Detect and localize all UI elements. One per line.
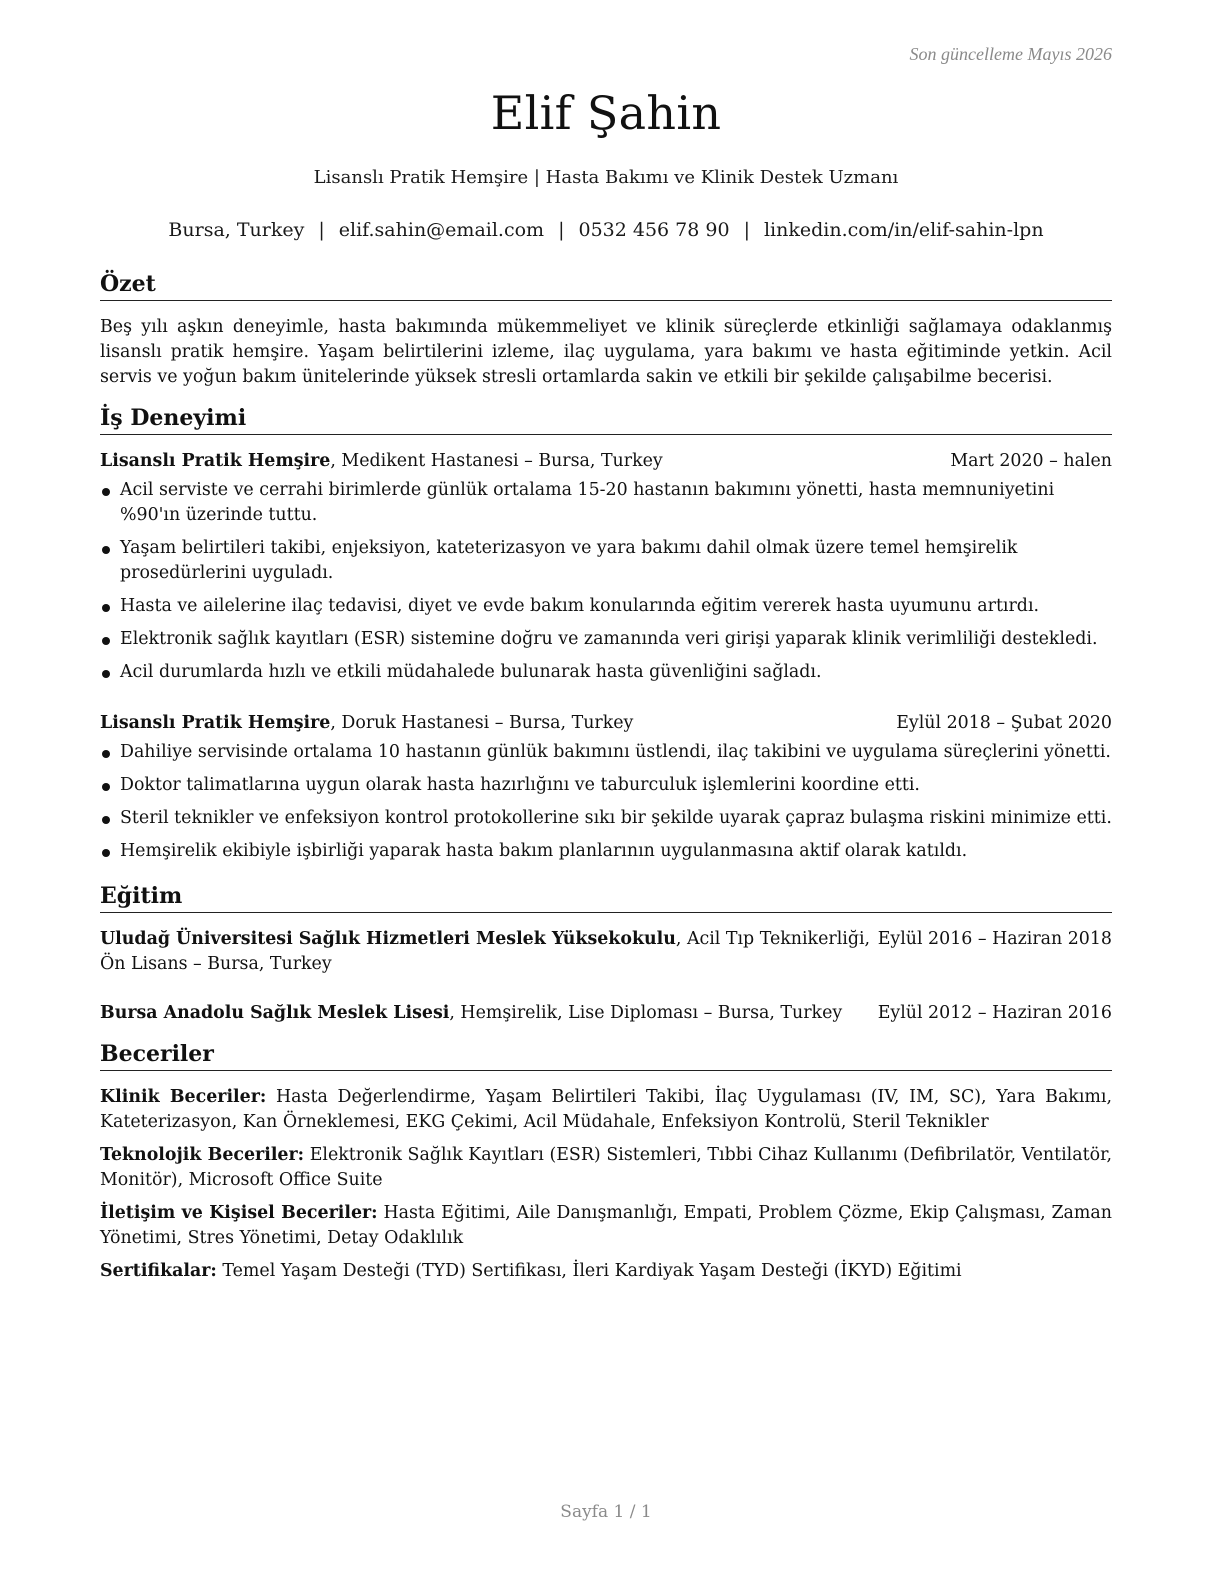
education-school-detail [100,927,878,977]
summary-section [100,270,1112,390]
last-updated: Son güncelleme Mayıs 2026 [909,44,1112,64]
skill-group [100,1201,1112,1251]
list-item [100,773,1112,798]
education-detail: , Hemşirelik, Lise Diploması – Bursa, Turkey [449,1003,843,1023]
bullet-icon [102,849,110,857]
education-school: Uludağ Üniversitesi Sağlık Hizmetleri Meslek Yüksekokulu [100,929,676,949]
job-bullets [100,740,1112,864]
skill-label: Sertifikalar: [100,1261,217,1281]
job-header [100,711,1112,736]
contact-email[interactable]: elif.sahin@email.com [338,219,545,241]
contact-separator: | [743,219,750,241]
job-org: , Medikent Hastanesi – Bursa, Turkey [330,451,663,471]
bullet-text: Hemşirelik ekibiyle işbirliği yaparak hasta bakım planlarının uygulanmasına aktif olarak katıldı. [120,841,968,861]
list-item [100,806,1112,831]
skill-text: Hasta Eğitimi, Aile Danışmanlığı, Empati, Problem Çözme, Ekip Çalışması, Zaman Yönetimi, Stres Yönetimi, Detay Odaklılık [100,1203,1112,1248]
contact-separator: | [318,219,325,241]
experience-section [100,404,1112,872]
bullet-text: Elektronik sağlık kayıtları (ESR) sistemine doğru ve zamanında veri girişi yaparak klinik verimliliği destekledi. [120,629,1098,649]
summary-text: Beş yılı aşkın deneyimle, hasta bakımında mükemmeliyet ve klinik süreçlerde etkinliği sağlamaya odaklanmış lisanslı pratik hemşire. Yaşam belirtilerini izleme, ilaç uygulama, yara bakımı ve hasta eğitiminde yetkin. Acil servis ve yoğun bakım ünitelerinde yüksek stresli ortamlarda sakin ve etkili bir şekilde çalışabilme becerisi. [100,317,1112,387]
education-dates: Eylül 2016 – Haziran 2018 [877,929,1112,949]
job-role: Lisanslı Pratik Hemşire [100,451,331,471]
job-entry [100,711,1112,864]
bullet-text: Hasta ve ailelerine ilaç tedavisi, diyet ve evde bakım konularında eğitim vererek hasta uyumunu artırdı. [120,596,1040,616]
contact-phone: 0532 456 78 90 [578,219,730,241]
list-item [100,478,1112,528]
bullet-icon [102,750,110,758]
section-title-experience: İş Deneyimi [100,404,1112,435]
bullet-icon [102,783,110,791]
bullet-text: Steril teknikler ve enfeksiyon kontrol protokollerine sıkı bir şekilde uyarak çapraz bulaşma riskini minimize etti. [120,808,1112,828]
skill-label: Klinik Beceriler: [100,1087,267,1107]
education-school: Bursa Anadolu Sağlık Meslek Lisesi [100,1003,450,1023]
list-item [100,740,1112,765]
section-title-summary: Özet [100,270,1112,301]
skill-group [100,1259,1112,1284]
page-number: Sayfa 1 / 1 [560,1502,652,1522]
skill-text: Elektronik Sağlık Kayıtları (ESR) Sistemleri, Tıbbi Cihaz Kullanımı (Defibrilatör, Ventilatör, Monitör), Microsoft Office Suite [100,1145,1112,1190]
bullet-text: Acil durumlarda hızlı ve etkili müdahalede bulunarak hasta güvenliğini sağladı. [120,662,822,682]
education-entry [100,927,1112,977]
job-bullets [100,478,1112,685]
skill-text: Temel Yaşam Desteği (TYD) Sertifikası, İleri Kardiyak Yaşam Desteği (İKYD) Eğitimi [216,1261,962,1281]
education-school-detail [100,1001,878,1026]
contact-separator: | [558,219,565,241]
resume-page [100,0,1112,1584]
contact-line [100,219,1112,241]
headline: Lisanslı Pratik Hemşire | Hasta Bakımı ve Klinik Destek Uzmanı [313,167,899,188]
section-title-skills: Beceriler [100,1040,1112,1071]
bullet-text: Yaşam belirtileri takibi, enjeksiyon, kateterizasyon ve yara bakımı dahil olmak üzere temel hemşirelik prosedürlerini uyguladı. [120,538,1018,583]
list-item [100,627,1112,652]
job-dates: Mart 2020 – halen [950,451,1112,471]
skill-label: İletişim ve Kişisel Beceriler: [100,1203,378,1223]
education-entry [100,1001,1112,1026]
list-item [100,594,1112,619]
bullet-text: Doktor talimatlarına uygun olarak hasta hazırlığını ve taburculuk işlemlerini koordine etti. [120,775,920,795]
job-header [100,449,1112,474]
skill-label: Teknolojik Beceriler: [100,1145,305,1165]
skill-group [100,1143,1112,1193]
bullet-text: Dahiliye servisinde ortalama 10 hastanın günlük bakımını üstlendi, ilaç takibini ve uygulama süreçlerini yönetti. [120,742,1111,762]
section-title-education: Eğitim [100,882,1112,913]
job-title-org [100,711,633,736]
skills-section [100,1040,1112,1284]
bullet-text: Acil serviste ve cerrahi birimlerde günlük ortalama 15-20 hastanın bakımını yönetti, hasta memnuniyetini %90'ın üzerinde tuttu. [120,480,1055,525]
job-role: Lisanslı Pratik Hemşire [100,713,331,733]
list-item [100,660,1112,685]
bullet-icon [102,604,110,612]
list-item [100,839,1112,864]
bullet-icon [102,488,110,496]
list-item [100,536,1112,586]
job-org: , Doruk Hastanesi – Bursa, Turkey [330,713,634,733]
education-section [100,882,1112,1026]
candidate-name: Elif Şahin [490,86,722,140]
job-entry [100,449,1112,685]
bullet-icon [102,670,110,678]
skill-text: Hasta Değerlendirme, Yaşam Belirtileri Takibi, İlaç Uygulaması (IV, IM, SC), Yara Bakımı, Kateterizasyon, Kan Örneklemesi, EKG Çekimi, Acil Müdahale, Enfeksiyon Kontrolü, Steril Teknikler [100,1087,1112,1132]
contact-linkedin[interactable]: linkedin.com/in/elif-sahin-lpn [763,219,1044,241]
bullet-icon [102,816,110,824]
skill-group [100,1085,1112,1135]
bullet-icon [102,637,110,645]
contact-location: Bursa, Turkey [168,219,305,241]
job-title-org [100,449,663,474]
education-dates: Eylül 2012 – Haziran 2016 [877,1003,1112,1023]
job-dates: Eylül 2018 – Şubat 2020 [896,713,1112,733]
bullet-icon [102,546,110,554]
education-detail: , Acil Tıp Teknikerliği, Ön Lisans – Bursa, Turkey [100,929,871,974]
